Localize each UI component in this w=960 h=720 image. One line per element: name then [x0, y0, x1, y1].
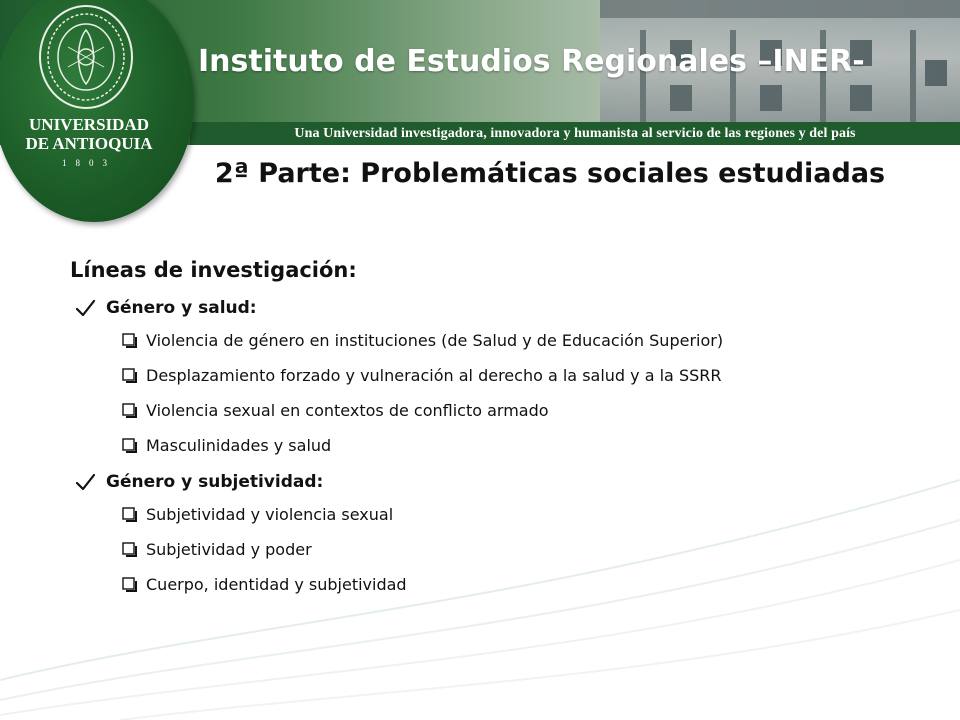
topic-item: [70, 467, 930, 497]
topic-group-2: [70, 467, 930, 602]
list-item: Violencia sexual en contextos de conflicto armado: [70, 393, 930, 428]
list-item: Desplazamiento forzado y vulneración al derecho a la salud y a la SSRR: [70, 358, 930, 393]
checkbox-icon: [122, 403, 137, 418]
institute-title: Instituto de Estudios Regionales –INER-: [198, 44, 865, 79]
checkbox-icon: [122, 577, 137, 592]
checkbox-icon: [122, 333, 137, 348]
logo-university-name: UNIVERSIDAD DE ANTIOQUIA: [25, 115, 153, 153]
checkbox-icon: [122, 368, 137, 383]
checkmark-icon: [74, 467, 96, 497]
topic-item: [70, 293, 930, 323]
topic-label: Género y salud:: [106, 298, 257, 318]
topic-group-1: [70, 293, 930, 463]
list-item: Subjetividad y violencia sexual: [70, 497, 930, 532]
checkbox-icon: [122, 438, 137, 453]
list-item: Cuerpo, identidad y subjetividad: [70, 567, 930, 602]
list-item: Violencia de género en instituciones (de Salud y de Educación Superior): [70, 323, 930, 358]
content: [70, 255, 930, 602]
list-item: Masculinidades y salud: [70, 428, 930, 463]
slide-title: 2ª Parte: Problemáticas sociales estudiadas: [214, 158, 886, 189]
checkbox-icon: [122, 542, 137, 557]
section-heading: Líneas de investigación:: [70, 258, 357, 282]
checkbox-icon: [122, 507, 137, 522]
university-logo: [0, 0, 194, 222]
seal-icon: [34, 2, 138, 112]
logo-year: 1803: [62, 158, 116, 168]
topic-label: Género y subjetividad:: [106, 472, 324, 492]
tagline: Una Universidad investigadora, innovadora y humanista al servicio de las regiones y del país: [294, 126, 856, 141]
checkmark-icon: [74, 293, 96, 323]
list-item: Subjetividad y poder: [70, 532, 930, 567]
